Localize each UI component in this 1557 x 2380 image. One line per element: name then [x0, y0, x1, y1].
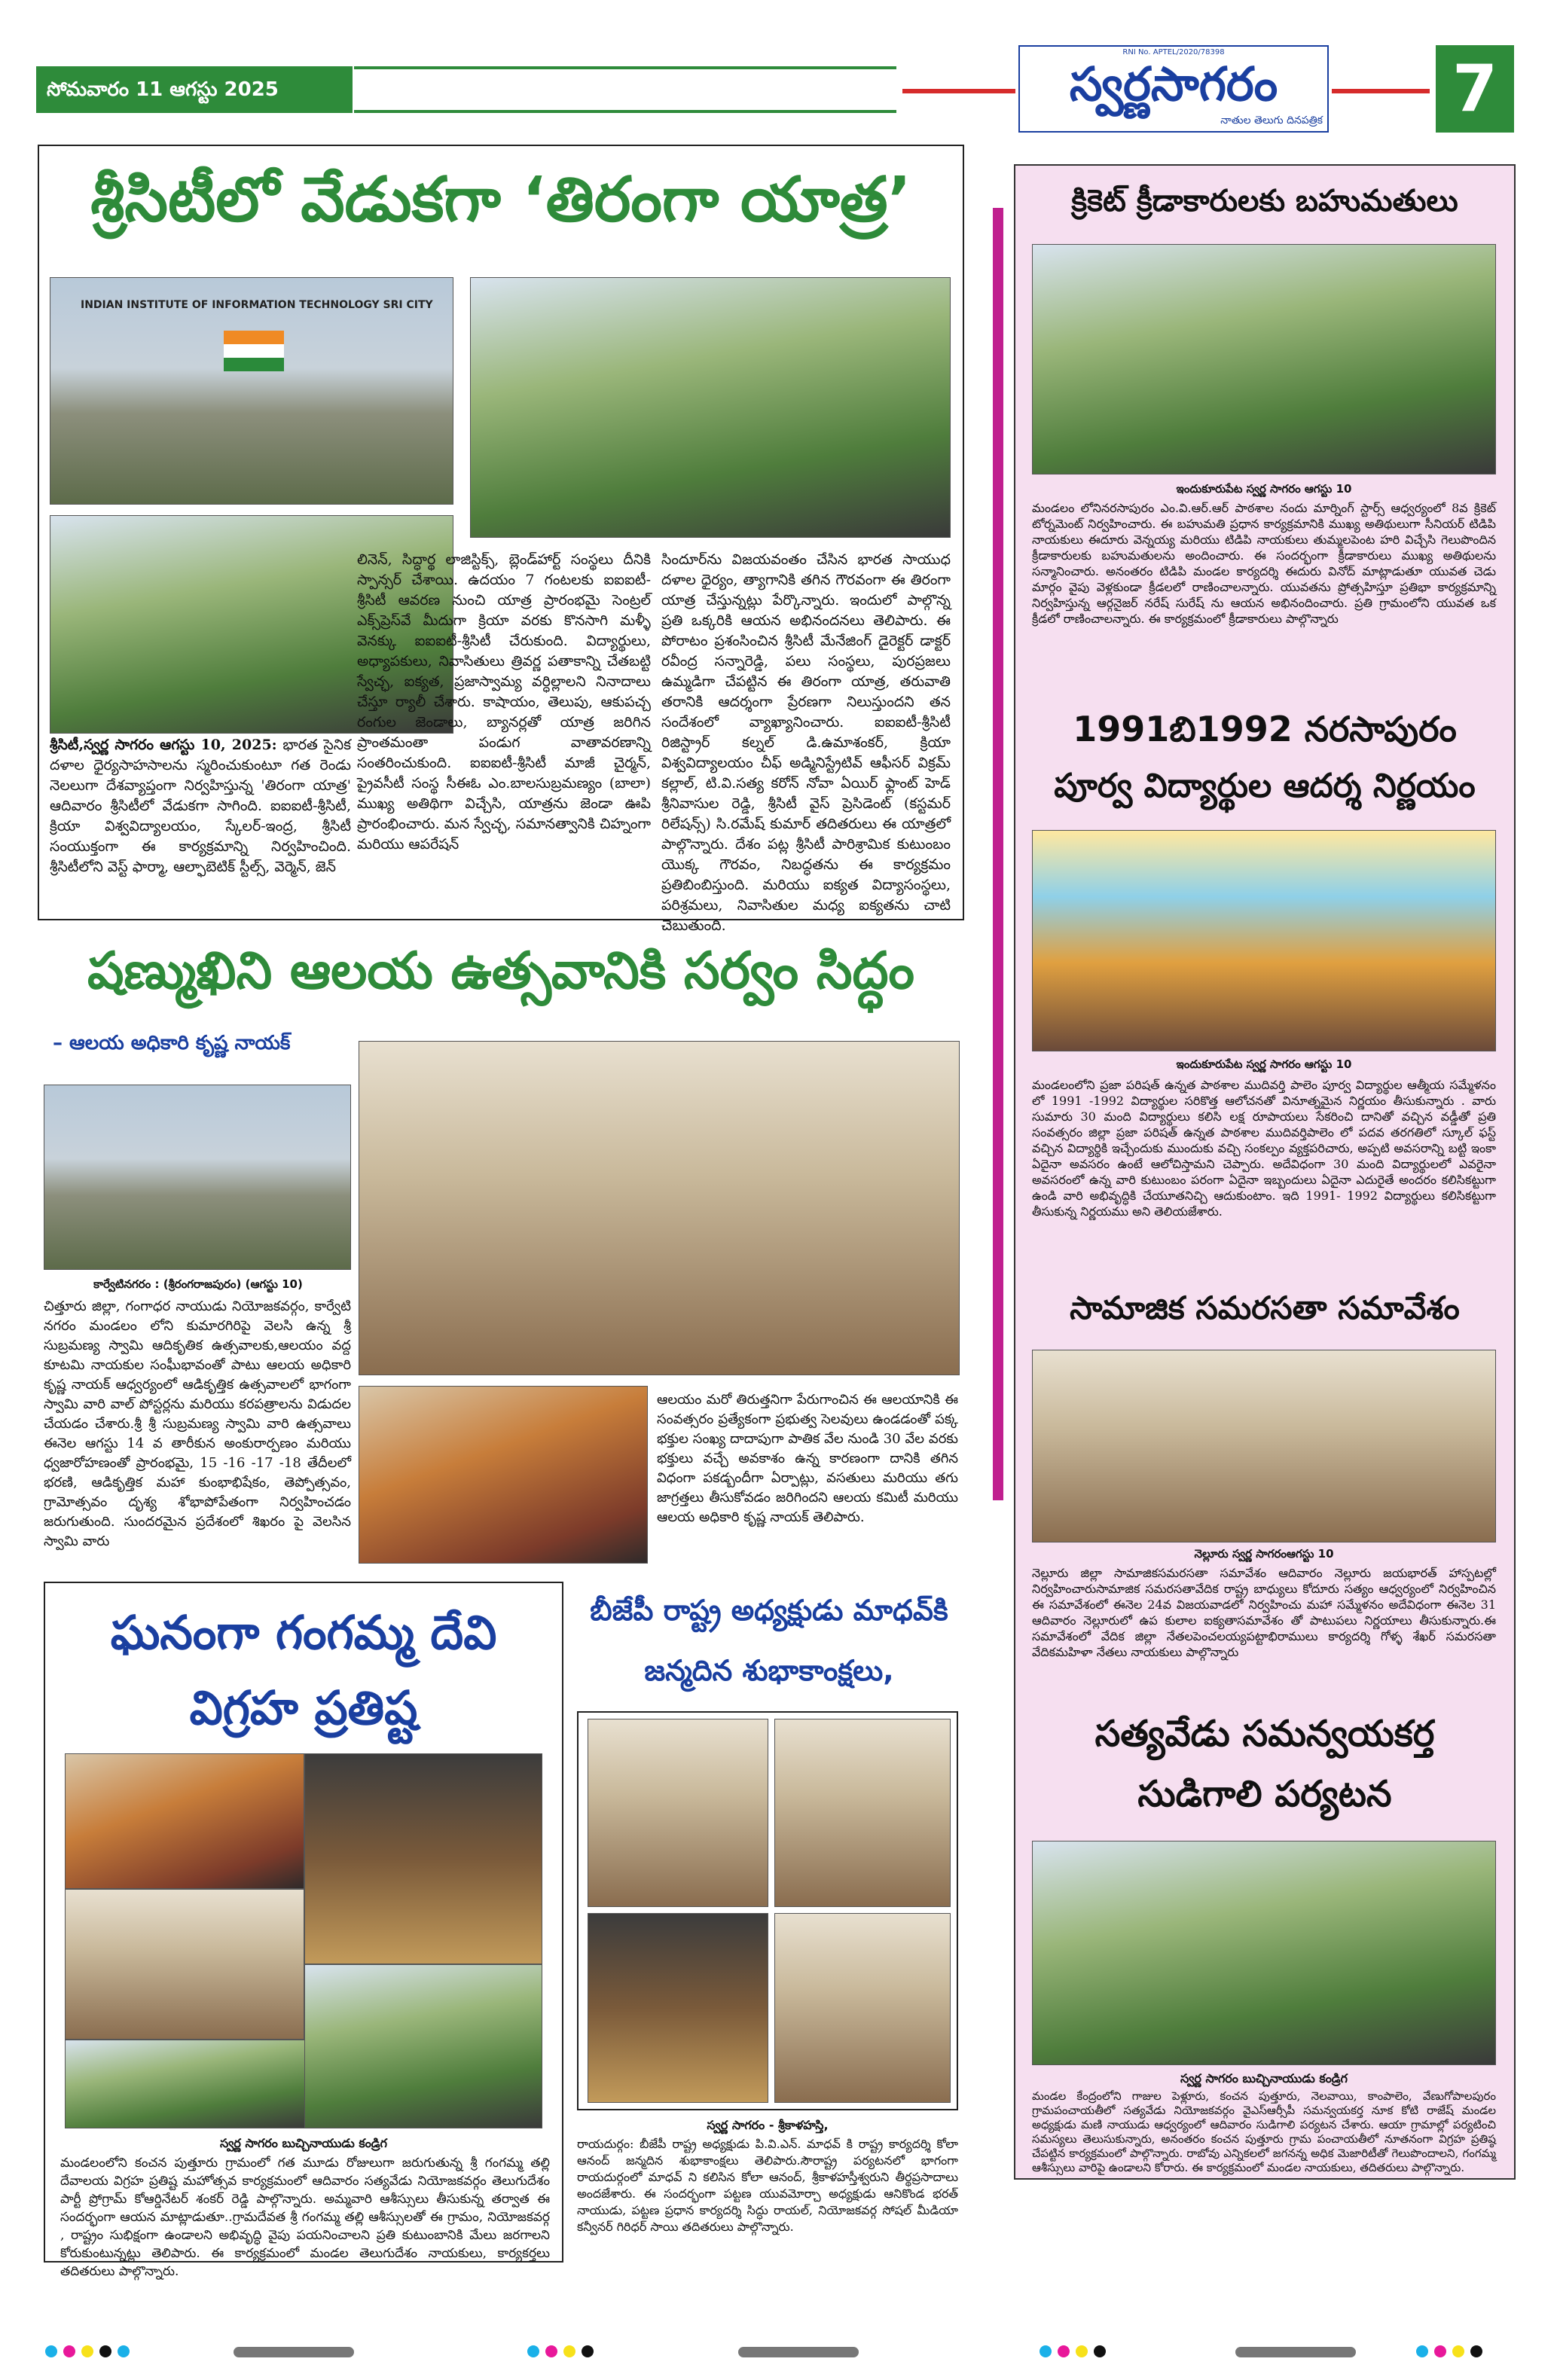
- gangamma-photo-crowd: [65, 2040, 307, 2128]
- alumni-body: మండలంలోని ప్రజా పరిషత్ ఉన్నత పాఠశాల ముదివర్తి పాలెం పూర్వ విద్యార్థుల ఆత్మీయ సమ్మేళనం లో 1991 -1992 విద్యార్థుల సరికొత్త ఆలోచనతో వినూత్నమైన నిర్ణయం తీసుకున్నారు . వారు సుమారు 30 మంది విద్యార్థులు కలిసి లక్ష రూపాయలు సేకరించి దానితో వచ్చిన వడ్డీతో ప్రతి సంవత్సరం జిల్లా ప్రజా పరిషత్ ఉన్నత పాఠశాల ముదివర్తిపాలెం లో పదవ తరగతిలో స్కూల్ ఫస్ట్ వచ్చిన విద్యార్థికి ఇచ్చేందుకు ముందుకు వచ్చి సంకల్పం వ్యక్తపరిచారు, అప్పటి అవసరాన్ని బట్టి ఇంకా ఏదైనా అవసరం ఉంటే ఆలోచిస్తామని చెప్పారు. అదేవిధంగా 30 మంది విద్యార్థులలో ఎవరైనా అవసరంలో ఉన్న వారి కుటుంబం పరంగా ఏదైనా ఇబ్బందులు ఏదైనా ఎదురైతే అందరం కలిసికట్టుగా ఉండి వారి అభివృద్ధికి చేయూతనిచ్చి ఆదుకుంటాం. ఇది 1991- 1992 విద్యార్థులు కలిసికట్టుగా తీసుకున్న నిర్ణయము అని తెలియజేశారు.: [1032, 1078, 1496, 1219]
- tour-caption: స్వర్ణ సాగరం బుచ్చినాయుడు కండ్రిగ: [1180, 2071, 1348, 2086]
- temple-byline: – ఆలయ అధికారి కృష్ణ నాయక్: [53, 1032, 291, 1054]
- paper-tagline-top: RNI No. APTEL/2020/78398: [1122, 48, 1225, 56]
- gangamma-caption: స్వర్ణ సాగరం బుచ్చినాయుడు కండ్రిగ: [220, 2136, 387, 2150]
- cricket-photo: [1032, 244, 1496, 474]
- tour-photo-rally: [1032, 1841, 1496, 2065]
- masthead-rule-left: [902, 89, 1015, 93]
- alumni-headline-line1: 1991బి1992 నరసాపురం: [1073, 709, 1457, 749]
- gangamma-photo-ritual: [65, 1889, 304, 2040]
- harmony-dateline: నెల్లూరు స్వర్ణ సాగరంఆగస్టు 10: [1194, 1547, 1334, 1561]
- gangamma-headline-line1: ఘనంగా గంగమ్మ దేవి: [110, 1605, 497, 1660]
- gate-sign: INDIAN INSTITUTE OF INFORMATION TECHNOLOGY SRI CITY: [81, 299, 433, 311]
- tiranga-photo-iiit-gate: [50, 277, 453, 505]
- harmony-photo-meeting: [1032, 1350, 1496, 1542]
- tiranga-photo-rally-walkers: [470, 277, 951, 538]
- bjp-headline-line1: బీజేపీ రాష్ట్ర అధ్యక్షుడు మాధవ్‌కి: [590, 1594, 948, 1627]
- temple-col1: చిత్తూరు జిల్లా, గంగాధర నాయుడు నియోజకవర్గం, కార్వేటి నగరం మండలం లోని కుమారగిరిపై వెలసి ఉన్న శ్రీ సుబ్రమణ్య స్వామి ఆదికృతిక ఉత్సవాలకు,ఆలయం వద్ద కూటమి నాయకుల సంఘీభావంతో పాటు ఆలయ అధికారి కృష్ణ నాయక్ ఆధ్వర్యంలో ఆడికృత్తిక ఉత్సవాలలో భాగంగా స్వామి వారి వాల్ పోస్టర్లను మరియు కరపత్రాలను విడుదల చేయడం చేశారు.శ్రీ శ్రీ సుబ్రమణ్య స్వామి వారి ఉత్సవాలు ఈనెల ఆగస్టు 14 వ తారీకున అంకురార్పణం మరియు ధ్వజారోహణంతో ప్రారంభమై, 15 -16 -17 -18 తేదీలలో భరణి, ఆడికృత్తిక మహా కుంభాభిషేకం, తెప్పోత్సవం, గ్రామోత్సవం దృశ్య శోభాపోపేతంగా నిర్వహించడం జరుగుతుంది. సుందరమైన ప్రదేశంలో శిఖరం పై వెలసిన స్వామి వారు: [44, 1298, 351, 1549]
- alumni-dateline: ఇందుకూరుపేట స్వర్ణ సాగరం ఆగస్టు 10: [1176, 1057, 1352, 1071]
- gray-bar-2: [738, 2347, 859, 2357]
- bjp-photo-1: [588, 1719, 768, 1907]
- bjp-headline-line2: జన్మదిన శుభాకాంక్షలు,: [644, 1654, 894, 1687]
- cricket-headline: క్రికెట్ క్రీడాకారులకు బహుమతులు: [1071, 184, 1458, 218]
- page-number: 7: [1452, 51, 1497, 127]
- bjp-photo-3: [588, 1913, 768, 2103]
- article-tiranga-headline: శ్రీసిటీలో వేడుకగా ‘తిరంగా యాత్ర’: [90, 164, 911, 236]
- tour-body: మండల కేంద్రంలోని గాజుల పెళ్లూరు, కంచన పుత్తూరు, నెలవాయి, కాంపాలెం, వేణుగోపాలపురం గ్రామపంచాయతీలో సత్యవేడు నియోజకవర్గం వైఎస్ఆర్సీపీ సమన్వయకర్త నూక కోటి రాజేష్ మండల అధ్యక్షుడు మణి నాయుడు ఆధ్వర్యంలో ఆదివారం సుడిగాలి పర్యటన చేశారు. ఆయా గ్రామాల్లో పర్యటించి సమస్యలు తెలుసుకున్నారు, అనంతరం కంచన పుత్తూరు గ్రామ పంచాయతీలో నూతనంగా విగ్రహ ప్రతిష్ఠ చేపట్టిన కార్యక్రమంలో పాల్గొన్నారు. రాబోవు ఎన్నికలలో జగనన్న అధిక మెజారిటీతో గెలుపొందాలని, గంగమ్మ ఆశీస్సులు వారిపై ఉండాలని కోరారు. ఈ కార్యక్రమంలో మండల నాయకులు, తదితరులు పాల్గొన్నారు.: [1032, 2089, 1496, 2174]
- paper-name: స్వర్ణసాగరం: [1069, 56, 1278, 111]
- harmony-headline: సామాజిక సమరసతా సమావేశం: [1070, 1289, 1460, 1326]
- tiranga-col1: [50, 735, 351, 913]
- tiranga-col2: లినెన్, సిద్ధార్థ లాజిస్టిక్స్, బ్లెండ్‌హార్ట్ సంస్థలు దీనికి స్పాన్సర్ చేశాయి. ఉదయం 7 గంటలకు ఐఐఐటీ-శ్రీసిటీ ఆవరణ నుంచి యాత్ర ప్రారంభమై సెంట్రల్ ఎక్స్‌ప్రెస్‌వే మీదుగా క్రియా వరకు కొనసాగి మళ్ళీ వెనక్కు ఐఐఐటీ-శ్రీసిటీ చేరుకుంది. విద్యార్థులు, అధ్యాపకులు, నివాసితులు త్రివర్ణ పతాకాన్ని చేతబట్టి స్వేచ్ఛ, ఐక్యత, ప్రజాస్వామ్య వర్ధిల్లాలని నినాదాలు చేస్తూ ర్యాలీ చేశారు. కాషాయం, తెలుపు, ఆకుపచ్చ రంగుల జెండాలు, బ్యానర్లతో యాత్ర జరిగిన ప్రాంతమంతా పండుగ వాతావరణాన్ని సంతరించుకుంది. ఐఐఐటీ-శ్రీసిటీ మాజీ చైర్మన్, ప్రైవసీటీ సంస్థ సీఈఓ ఎం.బాలసుబ్రమణ్యం (బాలా) ముఖ్య అతిథిగా విచ్చేసి, యాత్రను జెండా ఊపి ప్రారంభించారు. మన స్వేచ్ఛ, సమానత్వానికి చిహ్నంగా మరియు ఆపరేషన్: [357, 551, 651, 853]
- cmyk-dots-2: [527, 2345, 594, 2357]
- temple-photo-poster-release: [359, 1041, 960, 1375]
- paper-tagline-bottom: నాతుల తెలుగు దినపత్రిక: [1220, 114, 1323, 127]
- temple-col2: ఆలయం మరో తిరుత్తనిగా పేరుగాంచిన ఈ ఆలయానికి ఈ సంవత్సరం ప్రత్యేకంగా ప్రభుత్వ సెలవులు ఉండడంతో పక్క భక్తుల సంఖ్య దాదాపుగా పాతిక వేల నుండి 30 వేల వరకు భక్తులు వచ్చే అవకాశం ఉన్న కారణంగా దానికి తగిన విధంగా పకడ్బందీగా ఏర్పాట్లు, వసతులు మరియు తగు జాగ్రత్తలు తీసుకోవడం జరిగిందని ఆలయ కమిటీ మరియు ఆలయ అధికారి కృష్ణ నాయక్ తెలిపారు.: [657, 1392, 958, 1525]
- temple-headline: షణ్ముఖిని ఆలయ ఉత్సవానికి సర్వం సిద్ధం: [87, 941, 914, 1001]
- cricket-dateline: ఇందుకూరుపేట స్వర్ణ సాగరం ఆగస్టు 10: [1176, 482, 1352, 496]
- right-column-accent-bar: [993, 208, 1003, 1500]
- gray-bar-3: [1235, 2347, 1356, 2357]
- gray-bar-1: [234, 2347, 354, 2357]
- bjp-caption: స్వర్ణ సాగరం - శ్రీకాళహస్తి,: [707, 2118, 829, 2132]
- alumni-photo-stage: [1032, 830, 1496, 1051]
- issue-date: సోమవారం 11 ఆగస్టు 2025: [47, 78, 279, 101]
- gangamma-photo-procession: [304, 1964, 542, 2128]
- tour-headline-line1: సత్యవేడు సమన్వయకర్త: [1094, 1713, 1435, 1755]
- alumni-headline-line2: పూర్వ విద్యార్థుల ఆదర్శ నిర్ణయం: [1054, 767, 1476, 805]
- date-divider: [354, 66, 896, 113]
- tour-headline-line2: సుడిగాలి పర్యటన: [1137, 1773, 1392, 1815]
- flag-icon: [224, 331, 284, 371]
- gangamma-photo-temple: [65, 1753, 304, 1889]
- temple-photo-gopuram: [359, 1386, 648, 1564]
- temple-dateline: కార్వేటినగరం : (శ్రీరంగరాజపురం) (ఆగస్టు 10): [93, 1277, 303, 1291]
- temple-photo-hill: [44, 1085, 351, 1270]
- bjp-photo-4: [774, 1913, 951, 2103]
- gangamma-photo-idol: [304, 1753, 542, 1964]
- cmyk-dots-4: [1416, 2345, 1482, 2357]
- tiranga-col3: సిందూర్‌ను విజయవంతం చేసిన భారత సాయుధ దళాల ధైర్యం, త్యాగానికి తగిన గౌరవంగా ఈ తిరంగా యాత్ర చేస్తున్నట్లు పేర్కొన్నారు. ఇందులో పాల్గొన్న ప్రతి ఒక్కరికి ఆయన అభినందనలు తెలిపారు. ఈ పోరాటం ప్రశంసించిన శ్రీసిటీ మేనేజింగ్ డైరెక్టర్ డాక్టర్ రవీంద్ర సన్నారెడ్డి, పలు సంస్థలు, పురప్రజలు ఉమ్మడిగా చేపట్టిన ఈ తిరంగా యాత్ర, తరువాతి తరానికి ఆదర్శంగా ప్రేరణగా నిలుస్తుందని తన సందేశంలో వ్యాఖ్యానించారు. ఐఐఐటీ-శ్రీసిటీ రిజిస్ట్రార్ కల్నల్ డి.ఉమాశంకర్, క్రియా విశ్వవిద్యాలయం చీఫ్ అడ్మినిస్ట్రేటివ్ ఆఫీసర్ విక్రమ్ కల్లాల్, టి.వి.సత్య కరోన్ నోవా ఏయిర్ ఫ్లాంట్ హెడ్ శ్రీనివాసుల రెడ్డి, శ్రీసిటీ వైస్ ప్రెసిడెంట్ (కస్టమర్ రిలేషన్స్) సి.రమేష్ కుమార్ తదితరులు ఈ యాత్రలో పాల్గొన్నారు. దేశం పట్ల శ్రీసిటీ పారిశ్రామిక కుటుంబం యొక్క గౌరవం, నిబద్ధతను ఈ కార్యక్రమం ప్రతిబింబిస్తుంది. మరియు ఐక్యత విద్యాసంస్థలు, పరిశ్రమలు, నివాసితుల మధ్య ఐక్యతను చాటి చెబుతుంది.: [661, 551, 951, 934]
- tiranga-col1-text: భారత సైనిక దళాల ధైర్యసాహసాలను స్మరించుకుంటూ గత రెండు నెలలుగా దేశవ్యాప్తంగా నిర్వహిస్తున్న 'తిరంగా యాత్ర' ఆదివారం శ్రీసిటీలో వేడుకగా సాగింది. ఐఐఐటీ-శ్రీసిటీ, క్రియా విశ్వవిద్యాలయం, స్కేలర్-ఇంద్ర, శ్రీసిటీ సంయుక్తంగా ఈ కార్యక్రమాన్ని నిర్వహించింది. శ్రీసిటీలోని వెస్ట్ ఫార్మా, ఆల్ఫాబెటిక్ స్టీల్స్, వెర్మెన్, జెన్: [50, 737, 351, 875]
- gangamma-headline-line2: విగ్రహ ప్రతిష్ట: [189, 1680, 418, 1735]
- gangamma-body: మండలంలోని కంచన పుత్తూరు గ్రామంలో గత మూడు రోజులుగా జరుగుతున్న శ్రీ గంగమ్మ తల్లి దేవాలయ విగ్రహ ప్రతిష్ట మహోత్సవ కార్యక్రమంలో ఆదివారం సత్యవేడు నియోజకవర్గం తెలుగుదేశం పార్టీ ప్రోగ్రామ్ కోఆర్డినేటర్ శంకర్ రెడ్డి పాల్గొన్నారు. అమ్మవారి ఆశీస్సులు తీసుకున్న తర్వాత ఈ సందర్భంగా ఆయన మాట్లాడుతూ..గ్రామదేవత శ్రీ గంగమ్మ తల్లి ఆశీస్సులతో ఈ గ్రామం, నియోజకవర్గ , రాష్ట్రం సుభిక్షంగా ఉండాలని అభివృద్ధి వైపు పయనించాలని ప్రతి కుటుంబానికి మేలు జరగాలని కోరుకుంటున్నట్లు తెలిపారు. ఈ కార్యక్రమంలో మండల తెలుగుదేశం నాయకులు, కార్యకర్తలు తదితరులు పాల్గొన్నారు.: [60, 2156, 550, 2279]
- cricket-body: మండలం లోనినరసాపురం ఎం.వి.ఆర్.ఆర్ పాఠశాల నందు మార్నింగ్ స్టార్స్ ఆధ్వర్యంలో 8వ క్రికెట్ టోర్నమెంట్ నిర్వహించారు. ఈ బహుమతి ప్రధాన కార్యక్రమానికి ముఖ్య అతిథులుగా సీనియర్ టిడిపి నాయకులు ఈదూరు వెన్నయ్య మరియు టిడిపి నాయకులు తుమ్మలపెంట హరి విచ్చేసి గెలుపొందిన క్రీడాకారులకు బహుమతులను అందించారు. ఈ సందర్భంగా క్రీడాకారులు ముఖ్య అతిథులను సన్మానించారు. అనంతరం టిడిపి మండల కార్యదర్శి ఈదురు వినోద్ మాట్లాడుతూ యువత చెడు మార్గం వైపు వెళ్లకుండా క్రీడలలో రాణించాలన్నారు. యువతను ప్రోత్సహిస్తూ ప్రతిభా కార్యక్రమాన్ని నిర్వహిస్తున్న ఆర్గనైజర్ నరేష్ సురేష్ ను ఆయన అభినందించారు. ప్రతి గ్రామంలోని యువత ఒక క్రీడలో రాణించాలన్నారు. ఈ కార్యక్రమంలో క్రీడాకారులు పాల్గొన్నారు: [1032, 501, 1496, 626]
- bjp-body: రాయదుర్గం: బీజేపీ రాష్ట్ర అధ్యక్షుడు పి.వి.ఎన్. మాధవ్ కి రాష్ట్ర కార్యదర్శి కోలా ఆనంద్ జన్మదిన శుభాకాంక్షలు తెలిపారు.సౌరాష్ట్ర పర్యటనలో భాగంగా రాయదుర్గంలో మాధవ్ ని కలిసిన కోలా ఆనంద్, శ్రీకాళహస్తీశ్వరుని తీర్థప్రసాదాలు అందజేశారు. ఈ సందర్భంగా పట్టణ యువమోర్చా అధ్యక్షుడు ఆనికొండ భరత్ నాయుడు, పట్టణ ప్రధాన కార్యదర్శి సిద్ధు రాయల్, నియోజకవర్గ సోషల్ మీడియా కన్వీనర్ గిరిధర్ సాయి తదితరులు పాల్గొన్నారు.: [577, 2137, 958, 2234]
- harmony-body: నెల్లూరు జిల్లా సామాజికసమరసతా సమావేశం ఆదివారం నెల్లూరు జయభారత్ హాస్పటల్లో నిర్వహించారుసామాజిక సమరసతావేదిక రాష్ట్ర బాధ్యులు కోదూరు సత్యం ఆధ్వర్యంలో నిర్వహించిన ఈ సమావేశంలో ఈనెల 24వ విజయవాడలో నిర్వహించు మహా సమ్మేళనం అదేవిధంగా ఈనెల 31 ఆదివారం నెల్లూరులో ఉప కులాల ఐక్యతాసమావేశం తో పాటుపలు నిర్ణయాలు తీసుకున్నారు.ఈ సమావేశంలో వేదిక జిల్లా నేతలపెంచలయ్యపట్టాభిరాములు కార్యదర్శి గోళ్ళ శేఖర్ సమరసతా వేదికమహిళా నేతలు నాయకులు పాల్గొన్నారు: [1032, 1566, 1496, 1659]
- tiranga-dateline: శ్రీసిటీ,స్వర్ణ సాగరం ఆగస్టు 10, 2025:: [50, 737, 277, 753]
- bjp-photo-2: [774, 1719, 951, 1907]
- cmyk-dots-1: [45, 2345, 130, 2357]
- masthead-rule-right: [1332, 89, 1430, 93]
- cmyk-dots-3: [1040, 2345, 1106, 2357]
